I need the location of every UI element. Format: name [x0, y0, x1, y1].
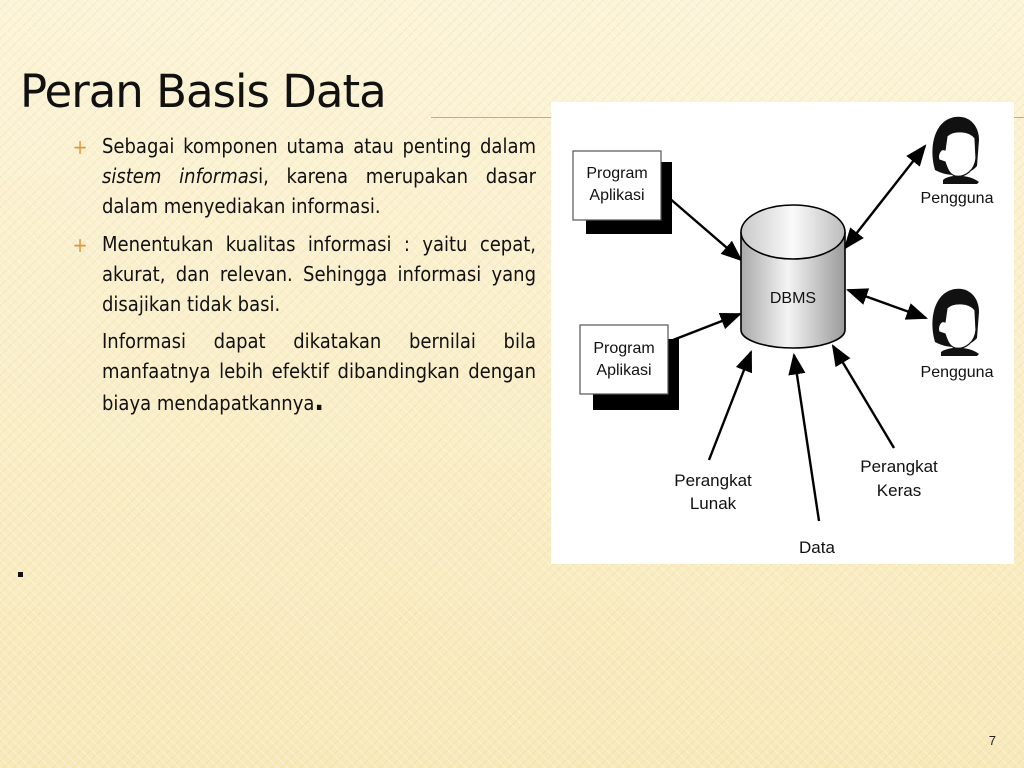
program-box-line2: Aplikasi	[589, 187, 645, 204]
software-label-line1: Perangkat	[674, 471, 752, 490]
diagram-canvas	[551, 102, 1014, 564]
software-label-line2: Lunak	[689, 494, 737, 513]
arrow-user-2	[848, 290, 926, 318]
arrow-hardware	[833, 346, 894, 448]
bullet-text-tail: i, karena merupakan dasar dalam menyediakan informasi.	[102, 164, 536, 218]
body-paragraph	[70, 326, 536, 418]
arrow-user-1	[845, 146, 925, 248]
bullet-text: Menentukan kualitas informasi : yaitu cepat, akurat, dan relevan. Sehingga informasi yang disajikan tidak basi.	[102, 232, 536, 316]
program-box-line1: Program	[593, 340, 655, 357]
paragraph-text: Informasi dapat dikatakan bernilai bila manfaatnya lebih efektif dibandingkan dengan biaya mendapatkannya	[102, 329, 536, 415]
user-label: Pengguna	[920, 190, 994, 207]
data-label: Data	[799, 538, 835, 557]
slide-title: Peran Basis Data	[20, 65, 386, 118]
square-bullet-icon	[18, 572, 23, 577]
dbms-label: DBMS	[769, 290, 817, 307]
arrow-program-2	[673, 314, 740, 340]
user-icon	[921, 117, 994, 207]
bullet-text: Sebagai komponen utama atau penting dalam	[102, 134, 536, 158]
user-label: Pengguna	[920, 364, 994, 381]
dbms-cylinder	[741, 205, 845, 348]
program-box	[573, 151, 672, 234]
page-number: 7	[988, 733, 996, 748]
bullet-item	[70, 229, 536, 319]
user-icon	[921, 289, 994, 381]
slide-body	[70, 131, 536, 418]
program-box-line1: Program	[586, 165, 648, 182]
paragraph-end: .	[314, 384, 324, 417]
bullet-item	[70, 131, 536, 221]
plus-bullet-icon: +	[72, 135, 88, 159]
arrow-program-1	[668, 197, 741, 260]
arrow-data	[794, 355, 819, 521]
plus-bullet-icon: +	[72, 233, 88, 257]
bullet-text-italic: sistem informas	[102, 164, 259, 188]
hardware-label-line2: Keras	[876, 481, 922, 500]
dbms-diagram	[551, 102, 1014, 564]
program-box	[580, 325, 679, 410]
arrow-software	[709, 352, 751, 460]
program-box-line2: Aplikasi	[596, 362, 652, 379]
hardware-label-line1: Perangkat	[860, 457, 938, 476]
